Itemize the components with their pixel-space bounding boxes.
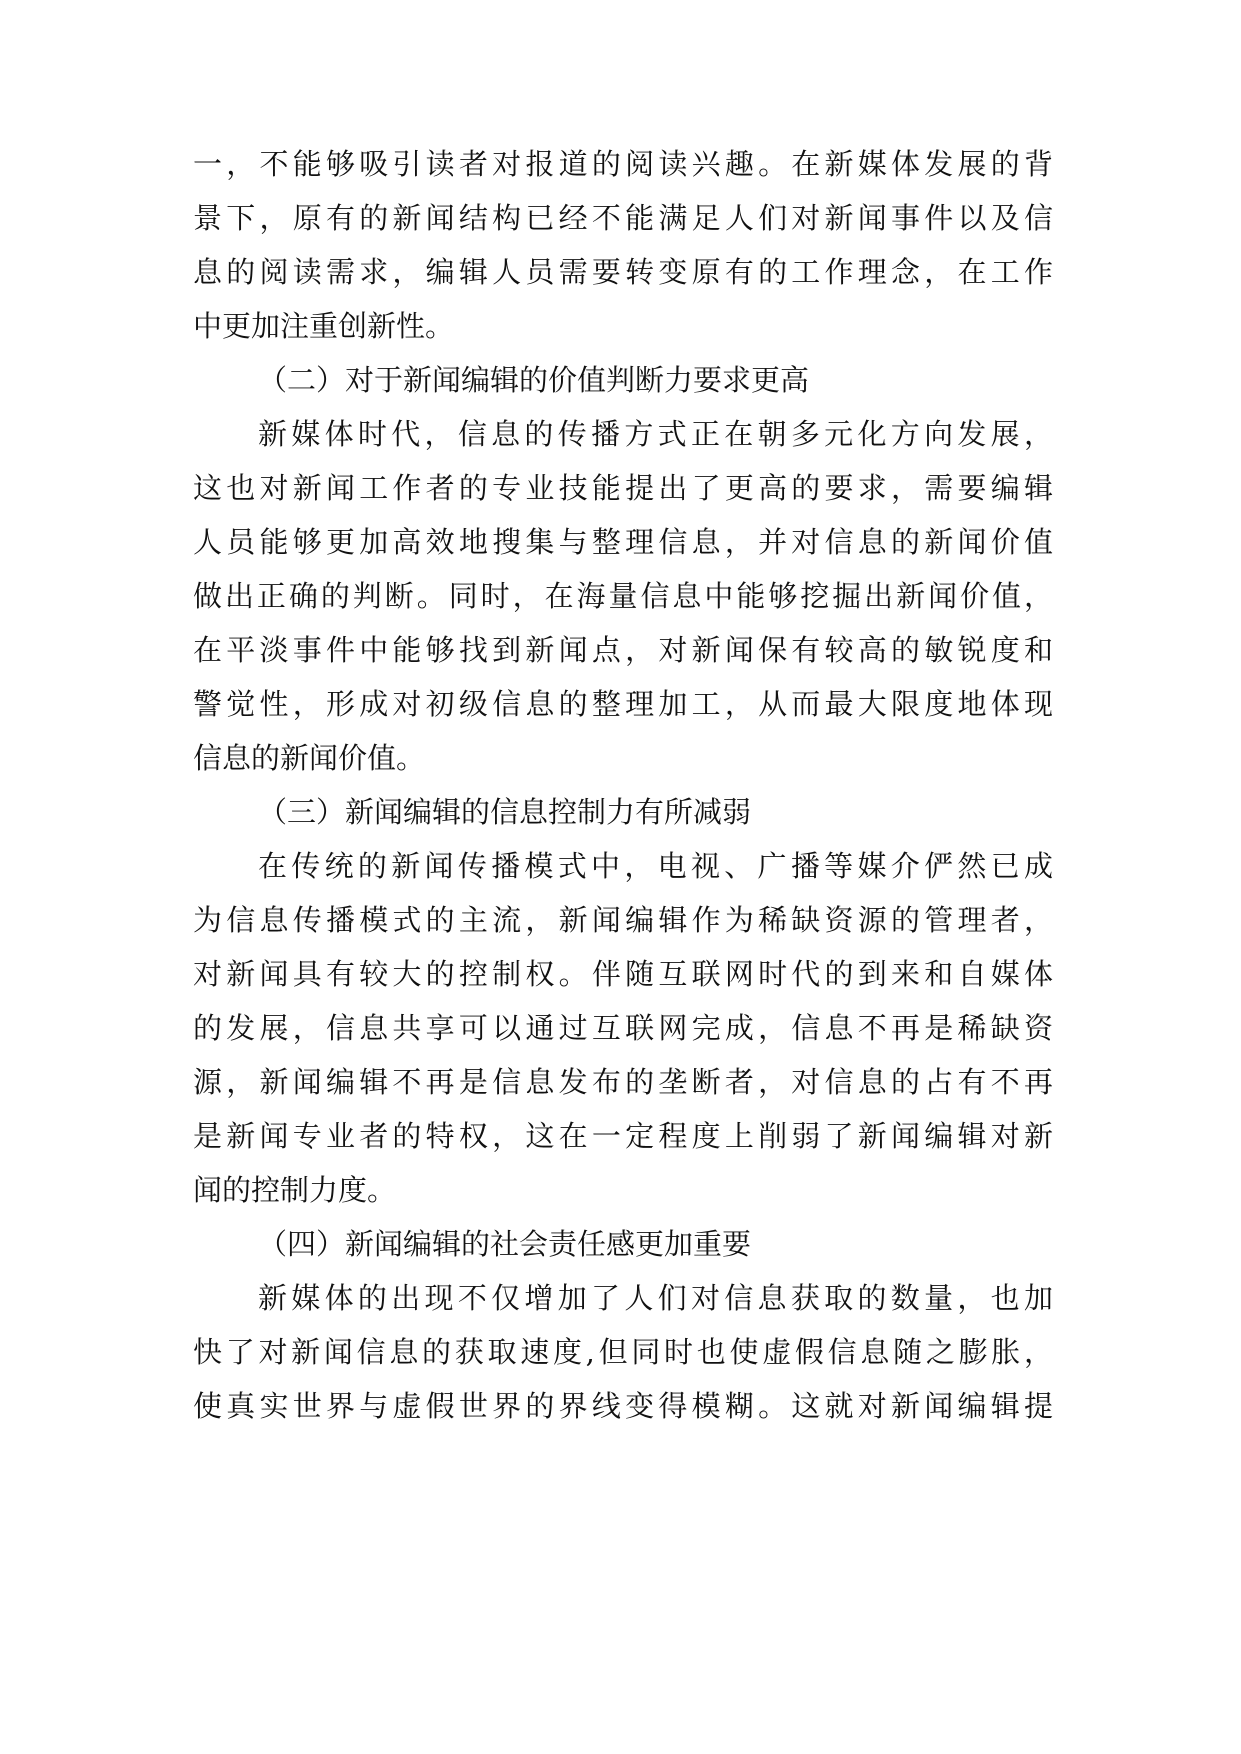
paragraph-line: 景下，原有的新闻结构已经不能满足人们对新闻事件以及信 — [193, 201, 1053, 235]
paragraph-line: 为信息传播模式的主流，新闻编辑作为稀缺资源的管理者， — [193, 903, 1053, 937]
paragraph-line: 源，新闻编辑不再是信息发布的垄断者，对信息的占有不再 — [193, 1065, 1053, 1099]
paragraph-line: 在平淡事件中能够找到新闻点，对新闻保有较高的敏锐度和 — [193, 633, 1053, 667]
paragraph-line: 人员能够更加高效地搜集与整理信息，并对信息的新闻价值 — [193, 525, 1053, 559]
paragraph-line: 信息的新闻价值。 — [193, 741, 426, 775]
paragraph-line: 的发展，信息共享可以通过互联网完成，信息不再是稀缺资 — [193, 1011, 1053, 1045]
paragraph-line: 是新闻专业者的特权，这在一定程度上削弱了新闻编辑对新 — [193, 1119, 1053, 1153]
paragraph-line: 做出正确的判断。同时，在海量信息中能够挖掘出新闻价值， — [193, 579, 1053, 613]
paragraph-line: 新媒体时代，信息的传播方式正在朝多元化方向发展， — [258, 417, 1053, 451]
paragraph-line: 闻的控制力度。 — [193, 1173, 397, 1207]
paragraph-line: 警觉性，形成对初级信息的整理加工，从而最大限度地体现 — [193, 687, 1053, 721]
paragraph-line: 使真实世界与虚假世界的界线变得模糊。这就对新闻编辑提 — [193, 1389, 1053, 1423]
paragraph-line: 中更加注重创新性。 — [193, 309, 455, 343]
paragraph-line: 在传统的新闻传播模式中，电视、广播等媒介俨然已成 — [258, 849, 1053, 883]
paragraph-line: 息的阅读需求，编辑人员需要转变原有的工作理念，在工作 — [193, 255, 1053, 289]
section-heading: （三）新闻编辑的信息控制力有所减弱 — [258, 795, 752, 829]
paragraph-line: 快了对新闻信息的获取速度,但同时也使虚假信息随之膨胀， — [193, 1335, 1053, 1369]
paragraph-line: 这也对新闻工作者的专业技能提出了更高的要求，需要编辑 — [193, 471, 1053, 505]
section-heading: （二）对于新闻编辑的价值判断力要求更高 — [258, 363, 810, 397]
paragraph-line: 对新闻具有较大的控制权。伴随互联网时代的到来和自媒体 — [193, 957, 1053, 991]
section-heading: （四）新闻编辑的社会责任感更加重要 — [258, 1227, 752, 1261]
paragraph-line: 一，不能够吸引读者对报道的阅读兴趣。在新媒体发展的背 — [193, 147, 1053, 181]
paragraph-line: 新媒体的出现不仅增加了人们对信息获取的数量，也加 — [258, 1281, 1053, 1315]
